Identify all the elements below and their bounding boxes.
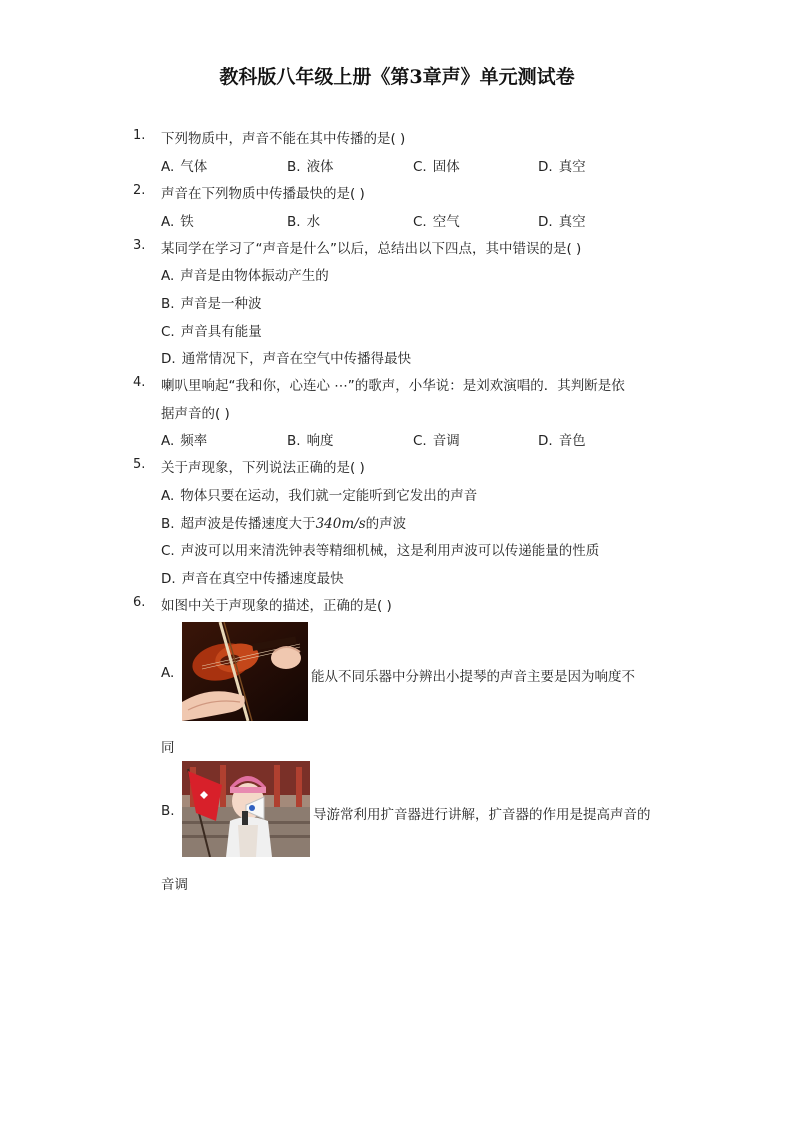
- question-stem-continued: 据声音的( ): [161, 406, 230, 422]
- option-b[interactable]: B. 声音是一种波: [161, 296, 262, 312]
- option-c[interactable]: C. 声音具有能量: [161, 324, 262, 340]
- option-c[interactable]: C. 声波可以用来清洗钟表等精细机械，这是利用声波可以传递能量的性质: [161, 543, 600, 559]
- question-number: 6.: [133, 595, 146, 610]
- question-stem: 如图中关于声现象的描述，正确的是( ): [161, 598, 392, 614]
- option-text: 导游常利用扩音器进行讲解，扩音器的作用是提高声音的: [313, 807, 651, 823]
- question-number: 5.: [133, 457, 146, 472]
- option-a[interactable]: A. 频率: [161, 433, 208, 449]
- option-text-wrap: 音调: [161, 877, 188, 893]
- option-a[interactable]: A. 声音是由物体振动产生的: [161, 268, 329, 284]
- option-a[interactable]: A. 气体: [161, 159, 208, 175]
- option-d[interactable]: D. 音色: [538, 433, 586, 449]
- option-b[interactable]: B. 水: [287, 214, 321, 230]
- question-stem: 喇叭里响起“我和你，心连心 ⋯”的歌声，小华说：是刘欢演唱的．其判断是依: [161, 378, 625, 394]
- option-label: B.: [161, 803, 175, 819]
- question-stem: 关于声现象，下列说法正确的是( ): [161, 460, 365, 476]
- option-d[interactable]: D. 声音在真空中传播速度最快: [161, 571, 344, 587]
- option-label: A.: [161, 665, 175, 681]
- question-number: 2.: [133, 183, 146, 198]
- option-d[interactable]: D. 通常情况下，声音在空气中传播得最快: [161, 351, 412, 367]
- option-a[interactable]: A. 铁: [161, 214, 194, 230]
- question-number: 1.: [133, 128, 146, 143]
- violin-photo: [182, 622, 308, 721]
- question-number: 4.: [133, 375, 146, 390]
- question-stem: 声音在下列物质中传播最快的是( ): [161, 186, 365, 202]
- option-text: 能从不同乐器中分辨出小提琴的声音主要是因为响度不: [311, 669, 635, 685]
- option-a[interactable]: A. 物体只要在运动，我们就一定能听到它发出的声音: [161, 488, 478, 504]
- option-d[interactable]: D. 真空: [538, 214, 586, 230]
- page-title: 教科版八年级上册《第3章声》单元测试卷: [219, 66, 575, 88]
- question-stem: 某同学在学习了“声音是什么”以后，总结出以下四点，其中错误的是( ): [161, 241, 582, 257]
- option-c[interactable]: C. 固体: [413, 159, 460, 175]
- option-b[interactable]: B. 响度: [287, 433, 334, 449]
- speed-value: 340: [315, 516, 342, 532]
- question-number: 3.: [133, 238, 146, 253]
- speed-unit: m/s: [341, 516, 366, 532]
- option-b[interactable]: B. 液体: [287, 159, 334, 175]
- option-d[interactable]: D. 真空: [538, 159, 586, 175]
- option-b[interactable]: B. 超声波是传播速度大于340m/s的声波: [161, 516, 407, 532]
- option-text-wrap: 同: [161, 740, 175, 756]
- option-c[interactable]: C. 音调: [413, 433, 460, 449]
- question-stem: 下列物质中，声音不能在其中传播的是( ): [161, 131, 406, 147]
- option-c[interactable]: C. 空气: [413, 214, 460, 230]
- tour-guide-photo: [182, 761, 310, 857]
